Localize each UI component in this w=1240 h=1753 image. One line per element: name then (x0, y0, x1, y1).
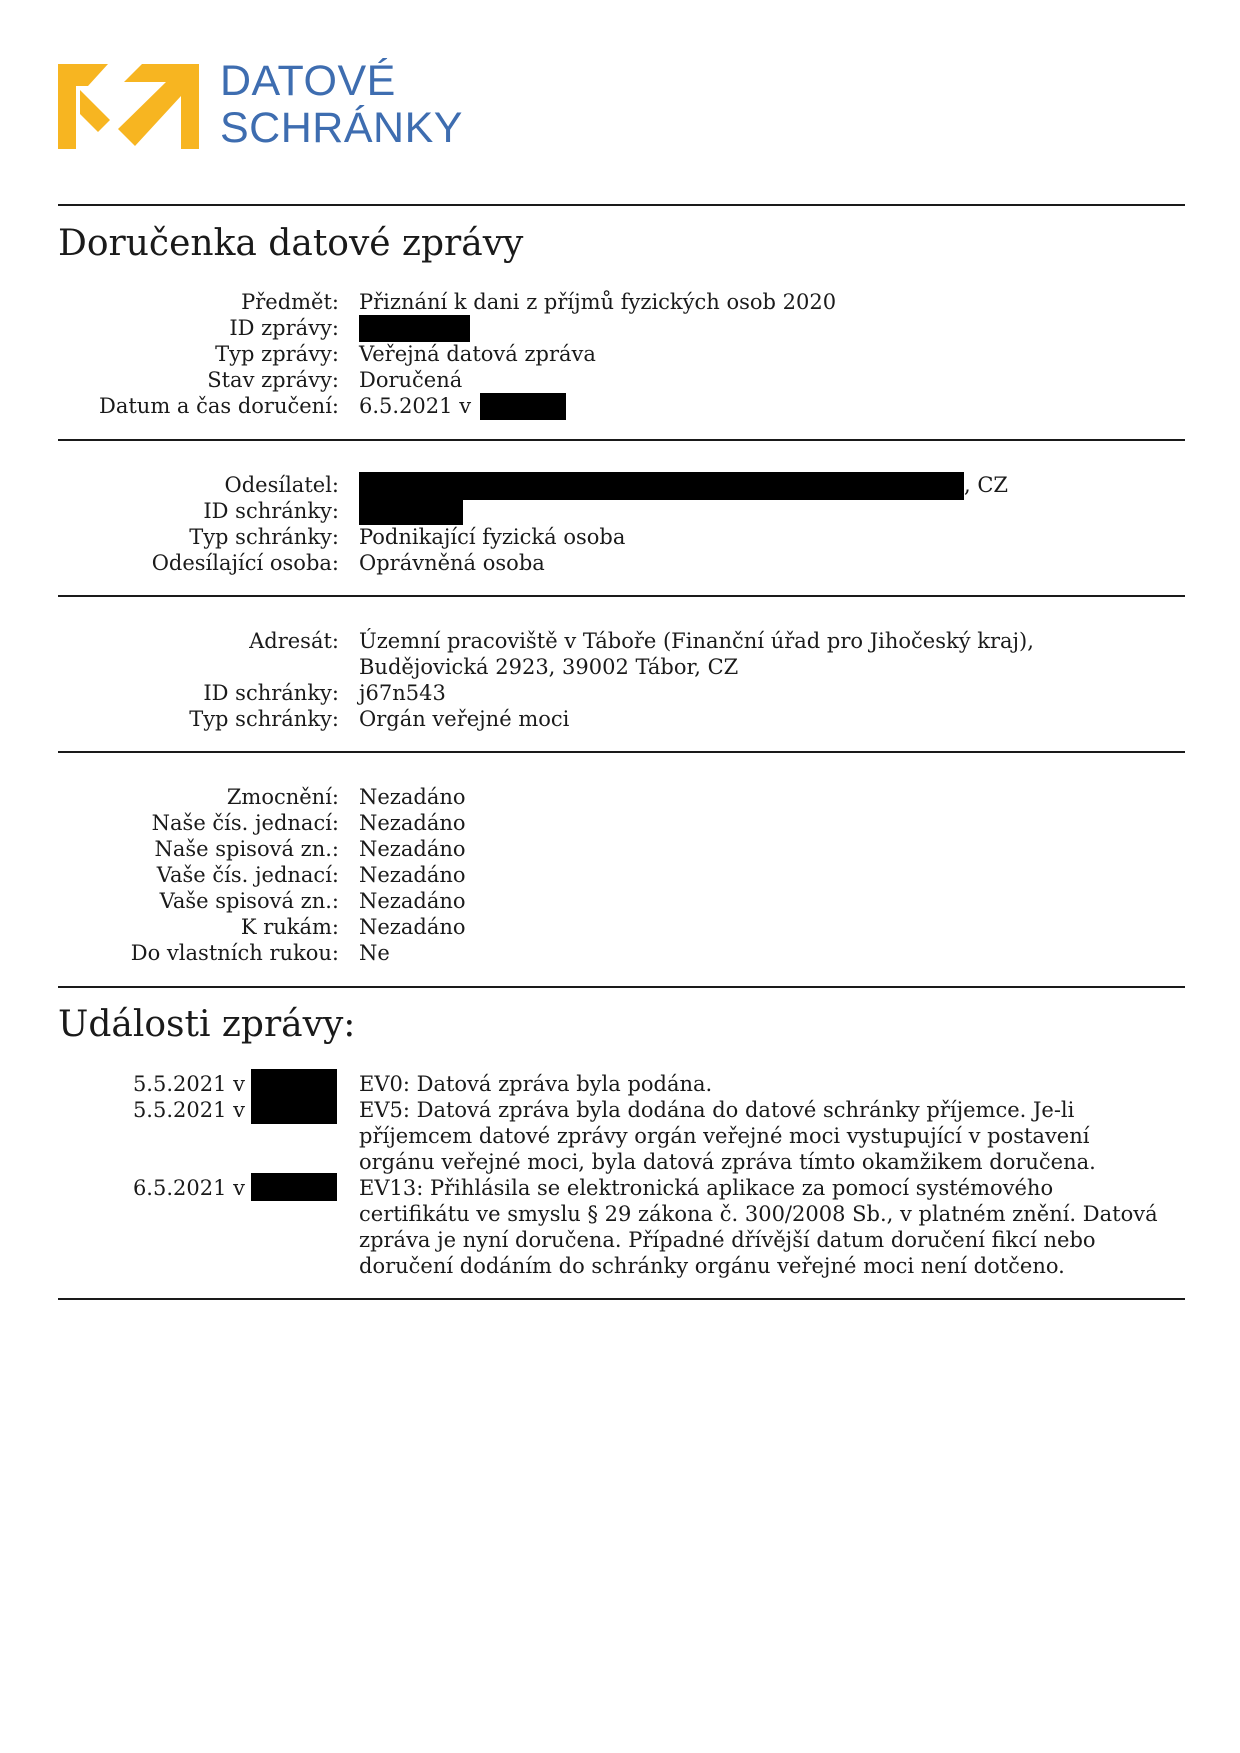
event-date: 6.5.2021 v (132, 1176, 245, 1200)
logo-line-1: DATOVÉ (220, 57, 396, 105)
your-file-mark-value: Nezadáno (359, 889, 466, 913)
sender-box-type-value: Podnikající fyzická osoba (359, 525, 626, 549)
message-id-label: ID zprávy: (229, 316, 339, 340)
subject-label: Předmět: (241, 290, 339, 314)
recipient-box-type-label: Typ schránky: (189, 707, 339, 731)
recipient-label: Adresát: (249, 629, 339, 653)
event-text: EV13: Přihlásila se elektronická aplikace za pomocí systémového certifikátu ve smyslu § 29 zákona č. 300/2008 Sb., v platném znění. Datová zpráva je nyní doručena. Případné dřívější datum doručení fikcí nebo doručení dodáním do schránky orgánu veřejné moci není dotčeno. (359, 1176, 1158, 1278)
sending-person-label: Odesílající osoba: (151, 551, 339, 575)
redacted-sender-name (359, 472, 964, 500)
message-type-value: Veřejná datová zpráva (359, 342, 596, 366)
message-state-label: Stav zprávy: (207, 368, 339, 392)
subject-value: Přiznání k dani z příjmů fyzických osob 2020 (359, 290, 837, 314)
events-title: Události zprávy: (58, 1004, 356, 1045)
your-reference-value: Nezadáno (359, 863, 466, 887)
authorization-label: Zmocnění: (226, 785, 339, 809)
own-hands-value: Ne (359, 941, 390, 965)
envelope-arrow-logo-icon (58, 64, 199, 149)
sending-person-value: Oprávněná osoba (359, 551, 545, 575)
sender-box-id-label: ID schránky: (203, 499, 339, 523)
our-file-mark-label: Naše spisová zn.: (154, 837, 339, 861)
event-date: 5.5.2021 v (132, 1072, 245, 1096)
redacted-delivery-time (480, 393, 566, 420)
redacted-message-id (359, 315, 470, 342)
attention-value: Nezadáno (359, 915, 466, 939)
attention-label: K rukám: (240, 915, 339, 939)
divider (58, 986, 1185, 988)
sender-box-type-label: Typ schránky: (189, 525, 339, 549)
datove-schranky-logo (58, 58, 558, 158)
redacted-sender-box-id (359, 498, 463, 525)
logo-line-2: SCHRÁNKY (220, 104, 463, 152)
sender-label: Odesílatel: (224, 473, 339, 497)
own-hands-label: Do vlastních rukou: (130, 941, 339, 965)
divider (58, 595, 1185, 597)
divider (58, 439, 1185, 441)
message-state-value: Doručená (359, 368, 463, 392)
authorization-value: Nezadáno (359, 785, 466, 809)
our-reference-label: Naše čís. jednací: (151, 811, 339, 835)
recipient-value-line-1: Územní pracoviště v Táboře (Finanční úřad pro Jihočeský kraj), (359, 629, 1034, 653)
redacted-event-times (251, 1069, 337, 1124)
recipient-box-id-value: j67n543 (359, 681, 446, 705)
our-file-mark-value: Nezadáno (359, 837, 466, 861)
divider (58, 204, 1185, 206)
event-text: EV0: Datová zpráva byla podána. (359, 1072, 713, 1096)
sender-country: , CZ (964, 473, 1009, 497)
delivery-date-value: 6.5.2021 v (359, 394, 472, 418)
event-text: EV5: Datová zpráva byla dodána do datové schránky příjemce. Je-li příjemcem datové zprávy orgán veřejné moci vystupující v postavení orgánu veřejné moci, byla datová zpráva tímto okamžikem doručena. (359, 1098, 1096, 1174)
your-reference-label: Vaše čís. jednací: (156, 863, 339, 887)
recipient-box-id-label: ID schránky: (203, 681, 339, 705)
recipient-value-line-2: Budějovická 2923, 39002 Tábor, CZ (359, 655, 739, 679)
divider (58, 751, 1185, 753)
delivery-datetime-label: Datum a čas doručení: (99, 394, 339, 418)
your-file-mark-label: Vaše spisová zn.: (159, 889, 339, 913)
redacted-event-time (251, 1173, 337, 1201)
event-date: 5.5.2021 v (132, 1098, 245, 1122)
logo-wordmark (220, 58, 463, 152)
page-title: Doručenka datové zprávy (58, 223, 524, 264)
message-type-label: Typ zprávy: (215, 342, 339, 366)
recipient-box-type-value: Orgán veřejné moci (359, 707, 570, 731)
divider (58, 1298, 1185, 1300)
our-reference-value: Nezadáno (359, 811, 466, 835)
